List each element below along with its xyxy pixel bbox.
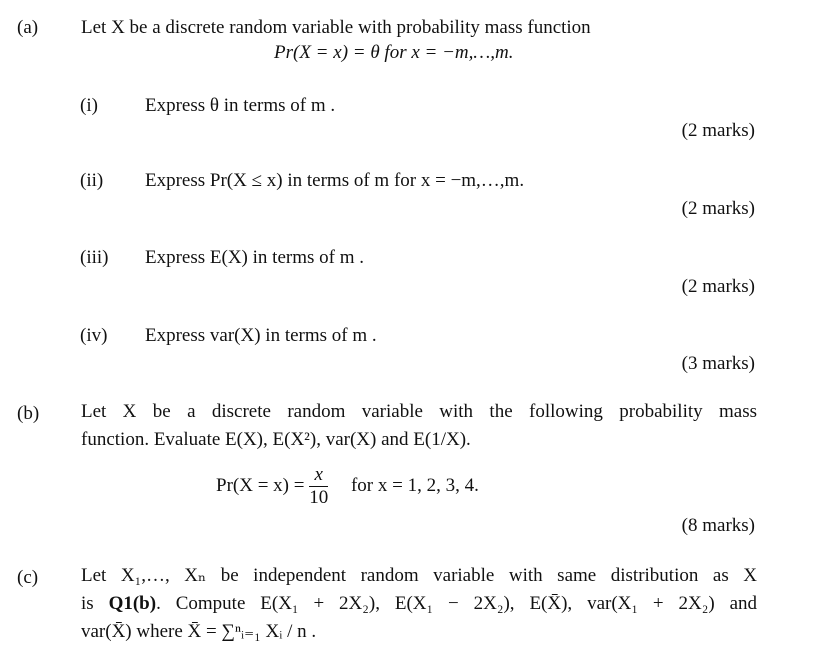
- part-a-i-text: Express θ in terms of m .: [145, 95, 336, 116]
- part-a-intro: Let X be a discrete random variable with probability mass function: [81, 17, 591, 38]
- part-a-iv-marks: (3 marks): [681, 353, 755, 374]
- part-c-line-2-pre: is: [81, 593, 109, 614]
- part-a-i-marks: (2 marks): [681, 120, 755, 141]
- part-a-ii-text: Express Pr(X ≤ x) in terms of m for x = −m,…,m.: [145, 170, 525, 191]
- part-c-line-2: [81, 590, 757, 618]
- part-c-question-ref: Q1(b): [108, 593, 157, 614]
- part-a-iv-label: (iv): [80, 325, 108, 346]
- part-c-line-1: Let X₁,…, Xₙ be independent random variable with same distribution as X: [81, 565, 757, 586]
- part-c-line-2-post: . Compute E(X₁ + 2X₂), E(X₁ − 2X₂), E(X̄), var(X₁ + 2X₂) and: [156, 593, 757, 614]
- part-b-formula-rhs: for x = 1, 2, 3, 4.: [350, 475, 479, 496]
- part-a-iii-marks: (2 marks): [681, 276, 755, 297]
- part-b-line-2: function. Evaluate E(X), E(X²), var(X) and E(1/X).: [81, 429, 471, 450]
- part-c-text: [81, 562, 757, 646]
- part-b-fraction-denominator: 10: [309, 487, 329, 509]
- part-b-marks: (8 marks): [681, 515, 755, 536]
- part-b-fraction-numerator: x: [309, 464, 328, 487]
- part-c-label: (c): [17, 567, 39, 588]
- part-b-label: (b): [17, 403, 40, 424]
- part-a-ii-marks: (2 marks): [681, 198, 755, 219]
- part-a-iii-text: Express E(X) in terms of m .: [145, 247, 364, 268]
- part-a-iv-text: Express var(X) in terms of m .: [145, 325, 377, 346]
- part-a-pmf: Pr(X = x) = θ for x = −m,…,m.: [274, 42, 514, 63]
- part-b-formula: [216, 463, 479, 509]
- part-b-fraction: [309, 464, 328, 509]
- part-b-line-1: Let X be a discrete random variable with the following probability mass: [81, 401, 757, 422]
- part-a-label: (a): [17, 17, 39, 38]
- part-c-line-3: var(X̄) where X̄ = ∑ⁿᵢ₌₁ Xᵢ / n .: [81, 621, 317, 642]
- part-a-iii-label: (iii): [80, 247, 109, 268]
- part-b-text: [81, 398, 757, 454]
- part-b-formula-lhs: Pr(X = x) =: [216, 475, 305, 496]
- part-a-i-label: (i): [80, 95, 98, 116]
- part-a-ii-label: (ii): [80, 170, 104, 191]
